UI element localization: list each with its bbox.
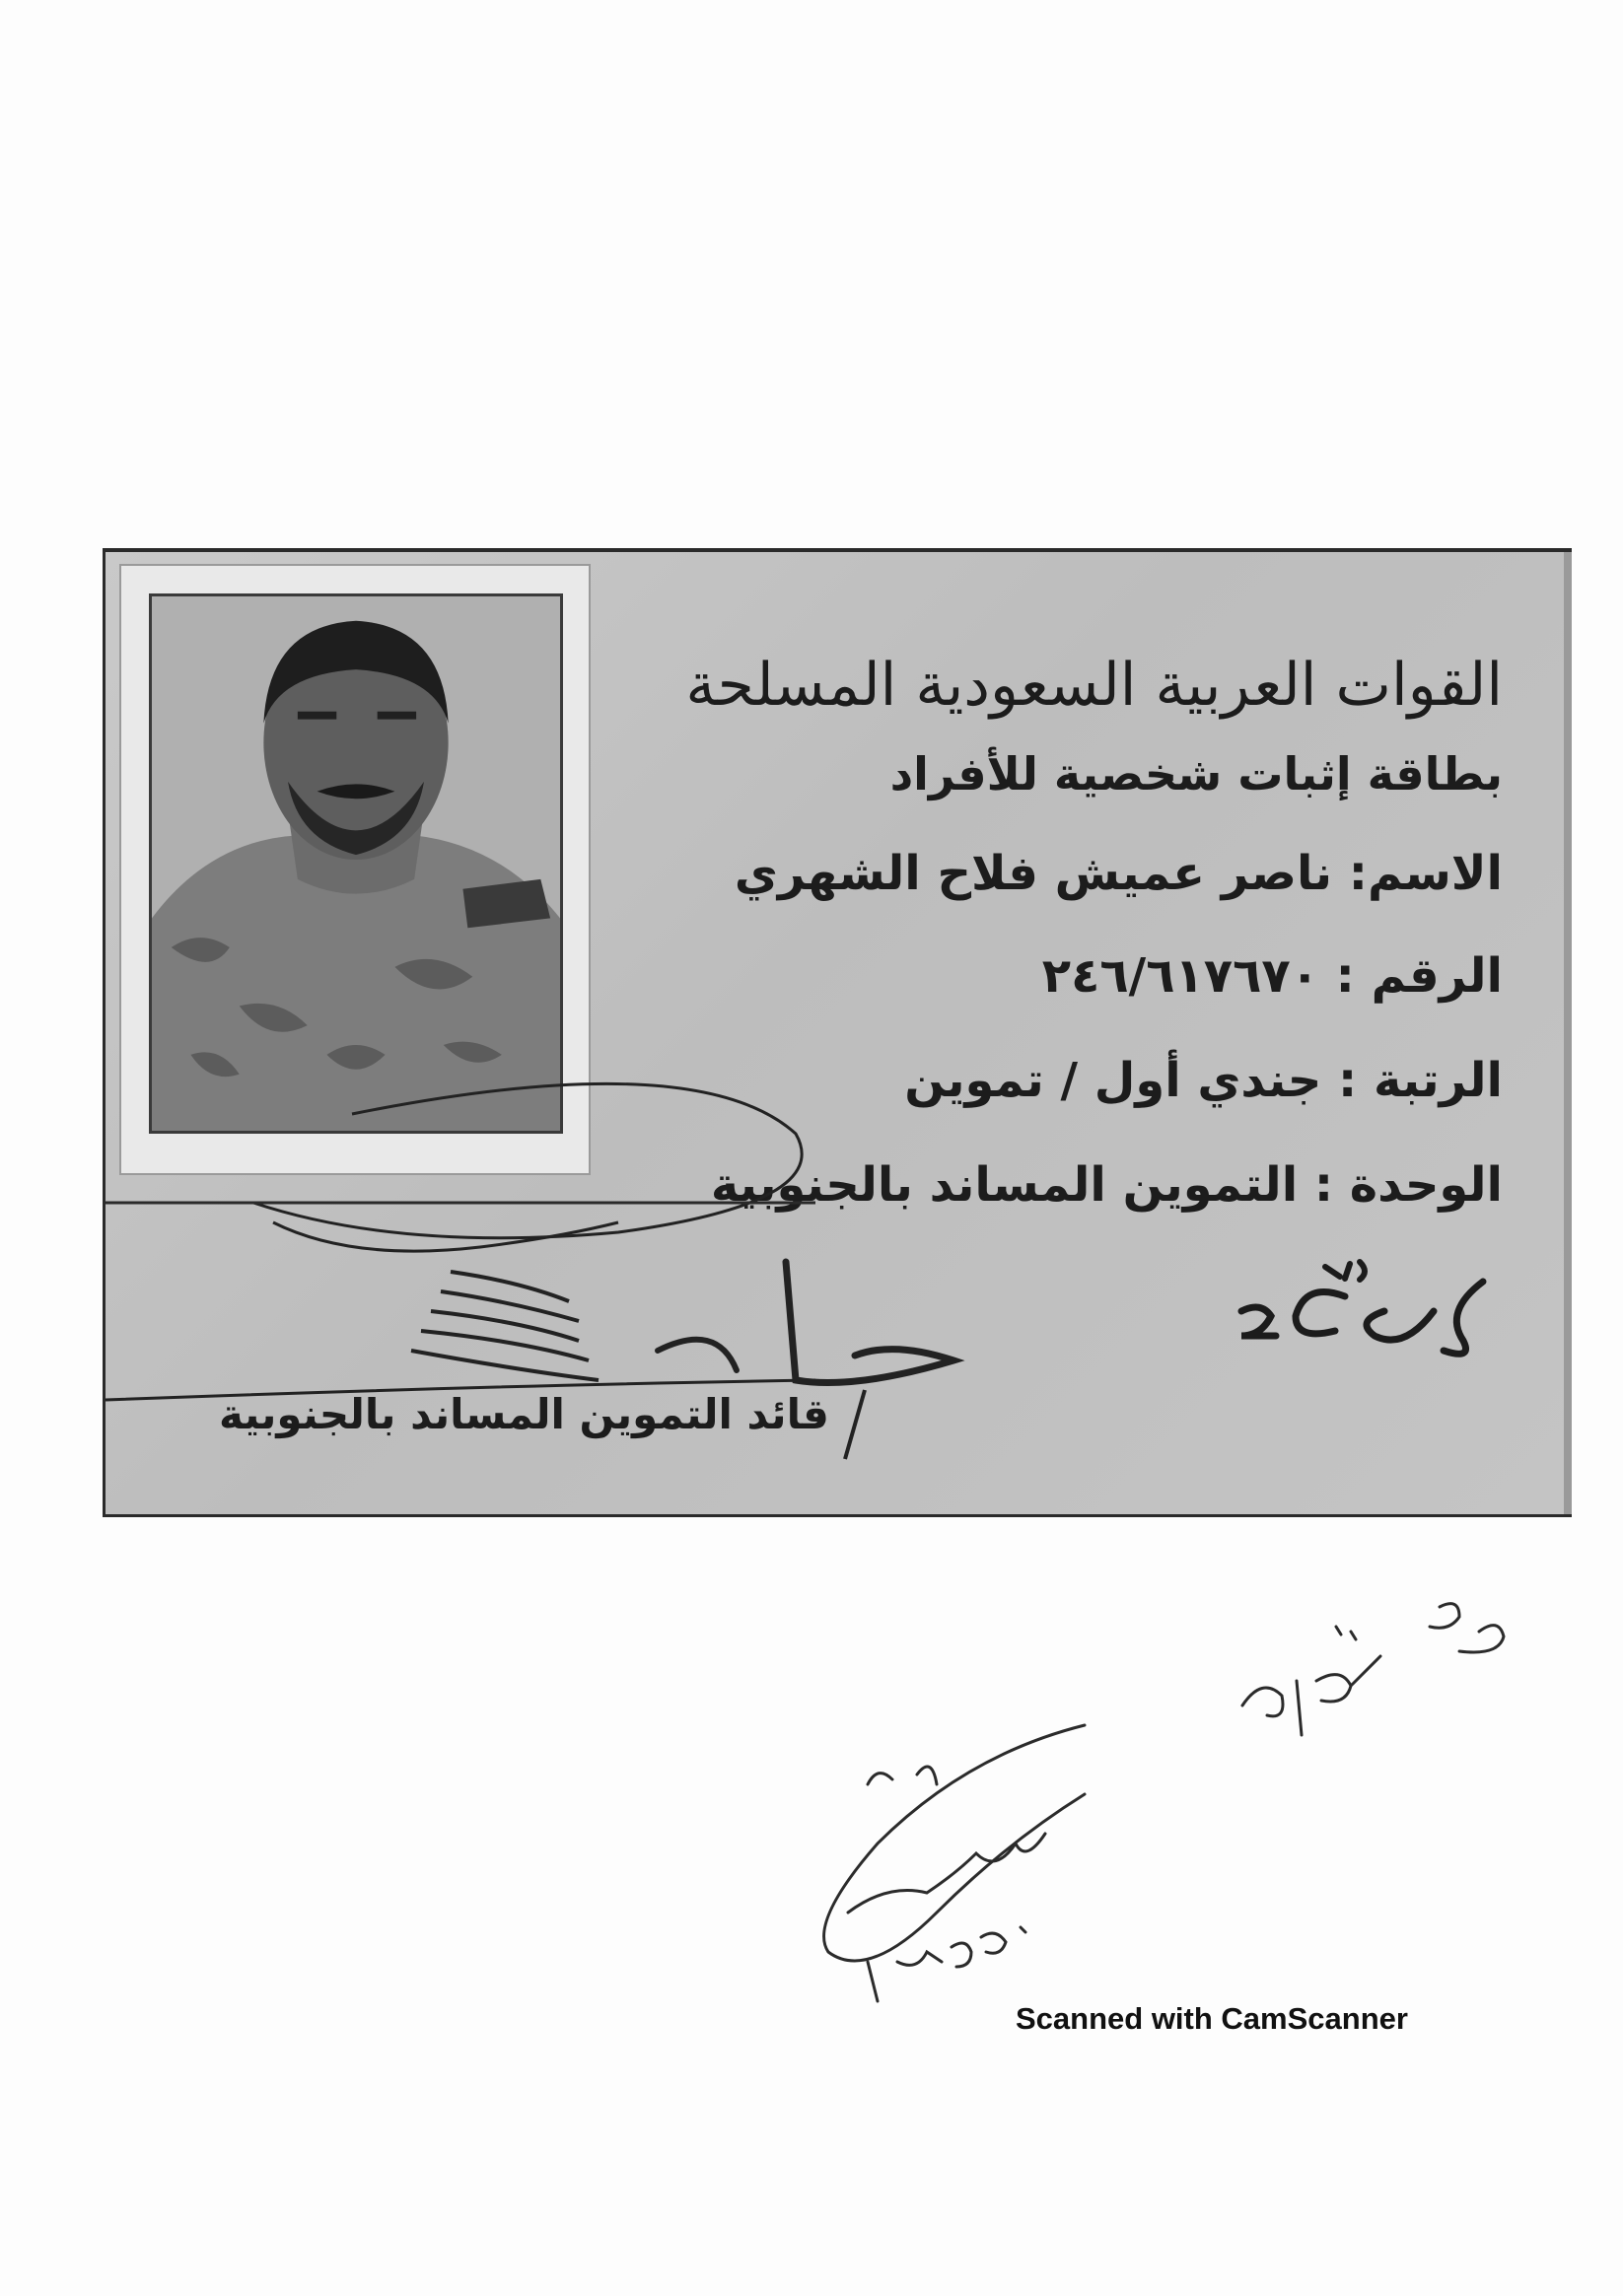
card-number-field: الرقم : ٢٤٦/٦١٧٦٧٠	[1041, 948, 1503, 1004]
card-handwritten-date	[1148, 1242, 1503, 1370]
card-unit-field: الوحدة : التموين المساند بالجنوبية	[710, 1157, 1503, 1213]
card-rank-field: الرتبة : جندي أول / تموين	[904, 1053, 1503, 1108]
portrait-image	[152, 596, 560, 1131]
id-card	[103, 548, 1572, 1517]
scanner-watermark: Scanned with CamScanner	[1016, 2001, 1408, 2036]
card-org-title: القوات العربية السعودية المسلحة	[685, 651, 1503, 720]
card-name-field: الاسم: ناصر عميش فلاح الشهري	[734, 846, 1503, 901]
card-type-title: بطاقة إثبات شخصية للأفراد	[889, 747, 1503, 800]
handwritten-signature-icon	[769, 1587, 1518, 2021]
card-edge	[1564, 552, 1572, 1514]
id-photo	[149, 593, 563, 1134]
commander-title: قائد التموين المساند بالجنوبية	[219, 1390, 829, 1438]
handwritten-date-mark	[1148, 1242, 1503, 1370]
photo-frame	[119, 564, 591, 1175]
handwritten-annotation	[769, 1587, 1518, 2021]
